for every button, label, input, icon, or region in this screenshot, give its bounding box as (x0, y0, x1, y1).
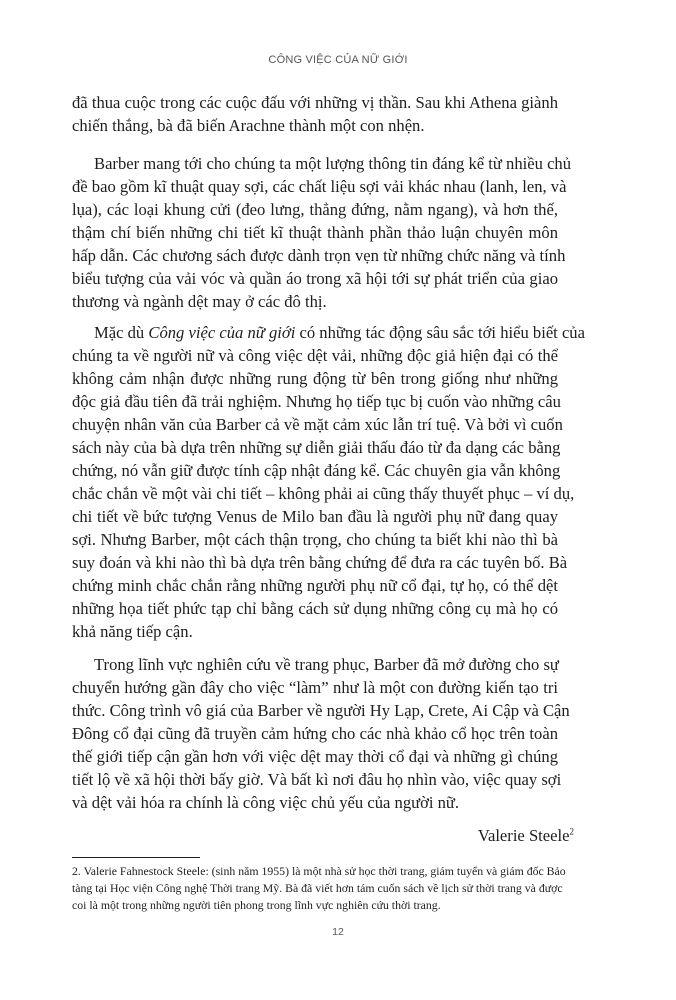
text-line: sợi. Nhưng Barber, một cách thận trọng, cho chúng ta biết khi nào thì bà (72, 530, 558, 549)
paragraph-2 (72, 152, 572, 313)
text-line: sách này của bà dựa trên những sự diễn giải thấu đáo từ đa dạng các bằng (72, 438, 561, 457)
text-line: đã thua cuộc trong các cuộc đấu với những vị thần. Sau khi Athena giành (72, 93, 558, 112)
text-line: chi tiết về bức tượng Venus de Milo ban đầu là người phụ nữ đang quay (72, 507, 558, 526)
text-line: chuyển hướng gần đây cho việc “làm” như là một con đường kiến tạo tri (72, 678, 558, 697)
text-line: chứng minh chắc chắn rằng những người phụ nữ cổ đại, tự họ, có thể dệt (72, 576, 558, 595)
text-line: Trong lĩnh vực nghiên cứu về trang phục, Barber đã mở đường cho sự (94, 655, 559, 674)
text-line: những họa tiết phức tạp chỉ bằng cách sử dụng những công cụ mà họ có (72, 599, 558, 618)
author-signature (478, 826, 574, 846)
footnote (72, 863, 566, 914)
footnote-line: tàng tại Học viện Công nghệ Thời trang Mỹ. Bà đã viết hơn tám cuốn sách về lịch sử thời trang và được (72, 881, 563, 895)
text-line: chắc chắn về một vài chi tiết – không phải ai cũng thấy thuyết phục – ví dụ, (72, 484, 575, 503)
text-line: Barber mang tới cho chúng ta một lượng thông tin đáng kể từ nhiều chủ (94, 154, 572, 173)
text-line: không cảm nhận được những rung động từ bên trong giống như những (72, 369, 558, 388)
text-line: suy đoán và khi nào thì bà dựa trên bằng chứng để đưa ra các tuyên bố. Bà (72, 553, 568, 572)
text-line: chuyện nhân văn của Barber cả về mặt cảm xúc lẫn trí tuệ. Và bởi vì cuốn (72, 415, 563, 434)
text-line: thậm chí biến những chi tiết kĩ thuật thành phần thảo luận chuyên môn (72, 223, 558, 242)
footnote-line: 2. Valerie Fahnestock Steele: (sinh năm 1955) là một nhà sử học thời trang, giám tuyển và giám đốc Bảo (72, 864, 566, 878)
text-segment: Mặc dù (94, 323, 149, 342)
paragraph-1 (72, 91, 558, 137)
text-line: chúng ta về người nữ và công việc dệt vải, những độc giả hiện đại có thể (72, 346, 558, 365)
book-title-italic: Công việc của nữ giới (148, 323, 296, 342)
text-line: thức. Công trình vô giá của Barber về người Hy Lạp, Crete, Ai Cập và Cận (72, 701, 570, 720)
text-line (72, 321, 585, 344)
text-line: đề bao gồm kĩ thuật quay sợi, các chất liệu sợi vải khác nhau (lanh, len, và (72, 177, 567, 196)
text-line: khả năng tiếp cận. (72, 622, 193, 641)
text-line: chiến thắng, bà đã biến Arachne thành một con nhện. (72, 116, 425, 135)
text-segment: có những tác động sâu sắc tới hiểu biết của (295, 323, 585, 342)
running-header: CÔNG VIỆC CỦA NỮ GIỚI (268, 54, 408, 66)
footnote-line: coi là một trong những người tiên phong trong lĩnh vực nghiên cứu thời trang. (72, 898, 441, 912)
text-line: tiết lộ về xã hội thời bấy giờ. Và bất kì nơi đâu họ nhìn vào, việc quay sợi (72, 770, 562, 789)
text-line: thế giới tiếp cận gần hơn với việc dệt may thời cổ đại và những gì chúng (72, 747, 558, 766)
footnote-reference[interactable]: 2 (569, 826, 574, 837)
text-line: thương và ngành dệt may ở các đô thị. (72, 292, 327, 311)
page-number: 12 (332, 926, 344, 938)
text-line: biểu tượng của vải vóc và quần áo trong xã hội tới sự phát triển của giao (72, 269, 558, 288)
text-line: độc giả đầu tiên đã trải nghiệm. Nhưng họ tiếp tục bị cuốn vào những câu (72, 392, 561, 411)
paragraph-3 (72, 321, 585, 643)
text-line: và dệt vải hóa ra chính là công việc chủ yếu của người nữ. (72, 793, 460, 812)
text-line: Đông cổ đại cũng đã truyền cảm hứng cho các nhà khảo cổ học trên toàn (72, 724, 558, 743)
footnote-divider (72, 857, 200, 858)
text-line: chứng, nó vẫn giữ được tính cập nhật đáng kể. Các chuyên gia vẫn không (72, 461, 561, 480)
author-name: Valerie Steele (477, 826, 570, 845)
paragraph-4 (72, 653, 570, 814)
text-line: hấp dẫn. Các chương sách được dành trọn vẹn từ những chức năng và tính (72, 246, 566, 265)
text-line: lụa), các loại khung cửi (đeo lưng, thẳng đứng, nằm ngang), và hơn thế, (72, 200, 558, 219)
